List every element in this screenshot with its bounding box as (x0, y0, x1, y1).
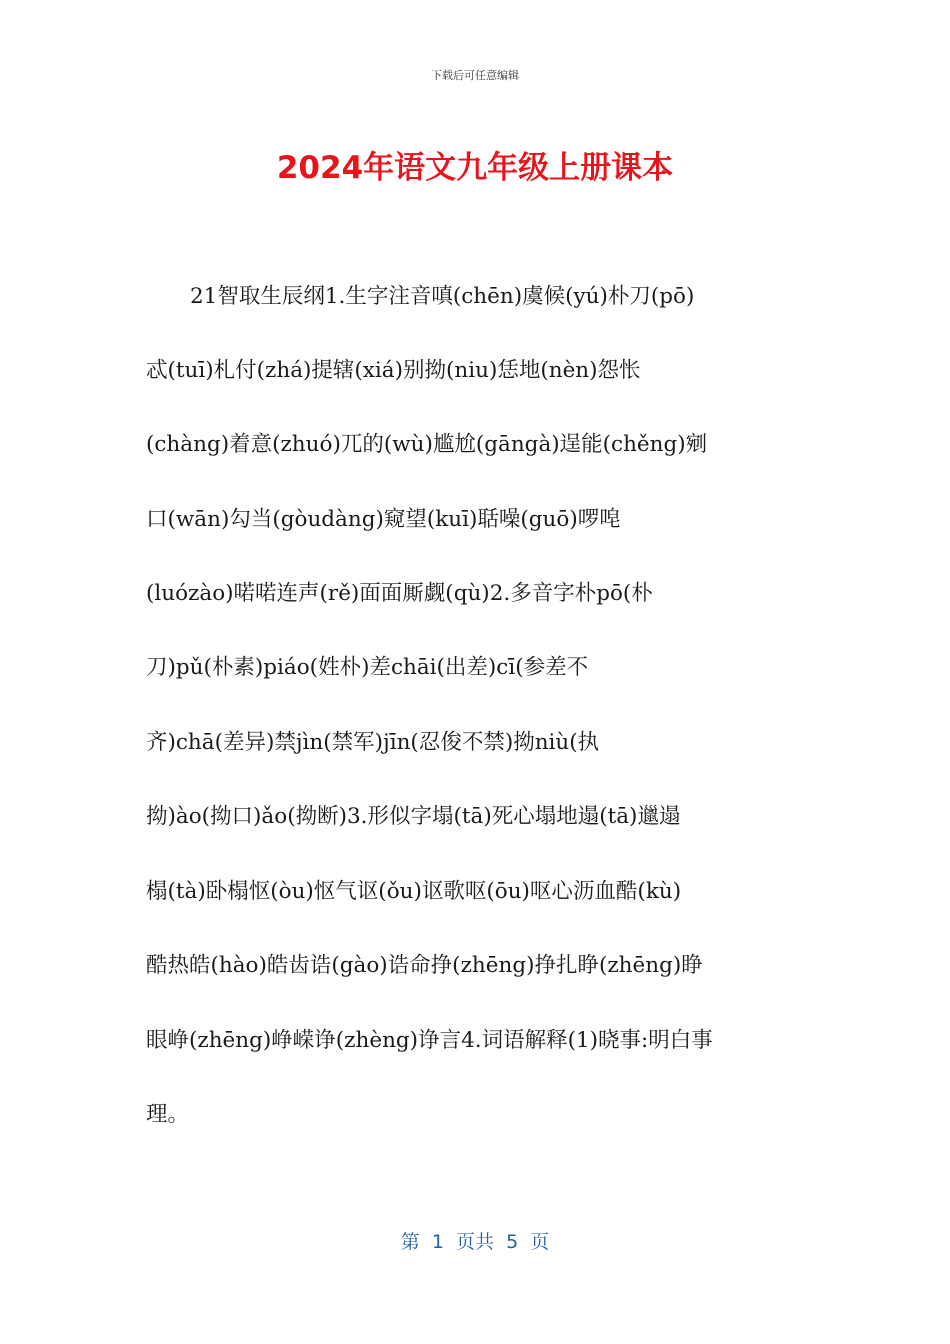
body-line: 理。 (146, 1102, 190, 1127)
document-title: 2024年语文九年级上册课本 (276, 150, 674, 186)
body-line: 眼峥(zhēng)峥嵘诤(zhèng)诤言4.词语解释(1)晓事:明白事 (146, 1028, 713, 1053)
body-line: 21智取生辰纲1.生字注音嗔(chēn)虞候(yú)朴刀(pō) (190, 284, 695, 309)
body-line: 忒(tuī)札付(zhá)提辖(xiá)别拗(niu)恁地(nèn)怨怅 (146, 358, 641, 383)
body-line: 拗)ào(拗口)ǎo(拗断)3.形似字塌(tā)死心塌地遢(tā)邋遢 (146, 804, 681, 829)
page-header-note: 下载后可任意编辑 (431, 69, 519, 82)
body-line: 刀)pǔ(朴素)piáo(姓朴)差chāi(出差)cī(参差不 (146, 655, 589, 680)
body-line: (luózào)喏喏连声(rě)面面厮觑(qù)2.多音字朴pō(朴 (146, 581, 653, 606)
body-line: 齐)chā(差异)禁jìn(禁军)jīn(忍俊不禁)拗niù(执 (146, 730, 600, 755)
body-line: 榻(tà)卧榻怄(òu)怄气讴(ǒu)讴歌呕(ōu)呕心沥血酷(kù) (146, 879, 682, 904)
body-line: 口(wān)勾当(gòudàng)窥望(kuī)聒噪(guō)啰唣 (146, 507, 621, 532)
body-line: (chàng)着意(zhuó)兀的(wù)尴尬(gāngà)逞能(chěng)剜 (146, 432, 708, 457)
page-number-footer: 第 1 页共 5 页 (400, 1231, 550, 1253)
body-line: 酷热皓(hào)皓齿诰(gào)诰命挣(zhēng)挣扎睁(zhēng)睁 (146, 953, 703, 978)
